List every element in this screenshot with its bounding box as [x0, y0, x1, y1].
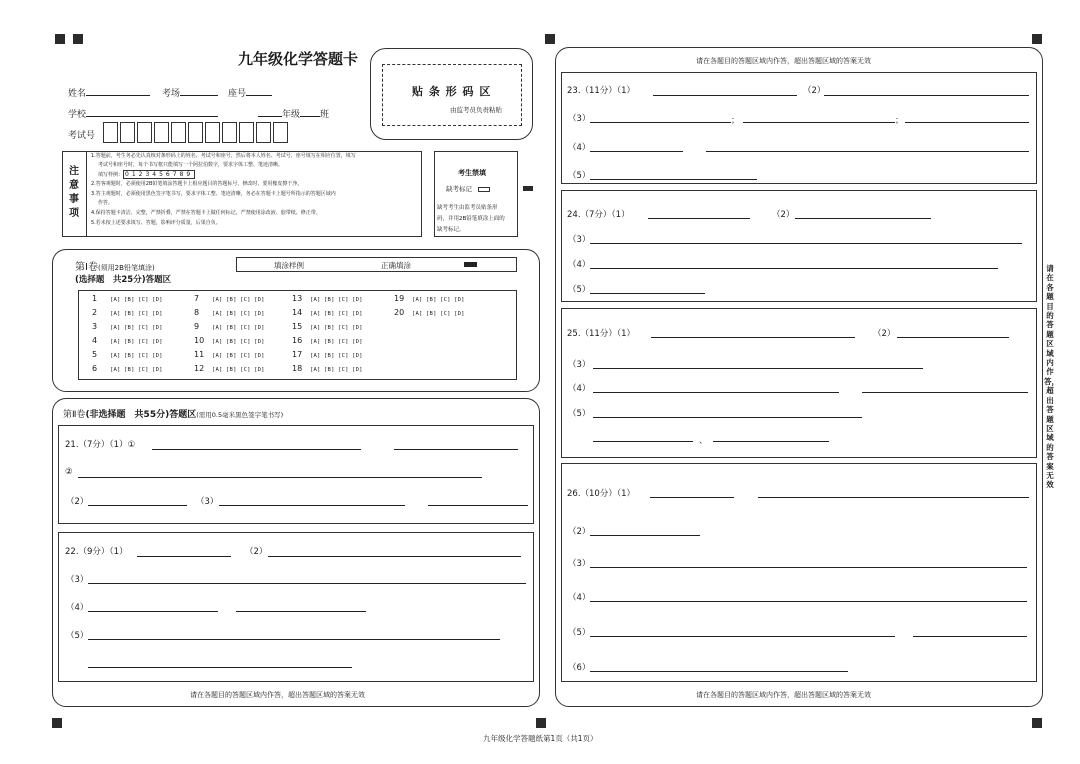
mc-row[interactable]: 8 [A] [B] [C] [D]	[194, 308, 265, 317]
q25-separator: 、	[699, 436, 708, 446]
q26-part-2: （2）	[568, 527, 591, 537]
mc-row[interactable]: 5 [A] [B] [C] [D]	[92, 350, 163, 359]
answer-line[interactable]	[590, 535, 700, 536]
answer-line[interactable]	[590, 151, 683, 152]
q21-head: 21.（7分）（1）①	[65, 440, 136, 450]
sample-digits: 0123456789	[125, 171, 194, 178]
proctor-instruction: 缺考标记。	[437, 227, 465, 233]
q24-part-5: （5）	[568, 285, 591, 295]
fill-example-label: 填涂样例	[274, 261, 304, 270]
mc-row[interactable]: 12 [A] [B] [C] [D]	[194, 364, 265, 373]
answer-line[interactable]	[905, 122, 1029, 123]
notes-line: 作答。	[98, 200, 114, 206]
mc-row[interactable]: 10 [A] [B] [C] [D]	[194, 336, 265, 345]
answer-line[interactable]	[88, 583, 526, 584]
mc-row[interactable]: 20 [A] [B] [C] [D]	[394, 308, 465, 317]
registration-mark	[55, 34, 65, 44]
answer-line[interactable]	[897, 337, 1009, 338]
mc-row[interactable]: 18 [A] [B] [C] [D]	[292, 364, 363, 373]
mc-row[interactable]: 2 [A] [B] [C] [D]	[92, 308, 163, 317]
answer-line[interactable]	[758, 497, 1029, 498]
mc-row[interactable]: 11 [A] [B] [C] [D]	[194, 350, 265, 359]
answer-line[interactable]	[590, 293, 705, 294]
q23-part-2: （2）	[803, 86, 826, 96]
answer-line[interactable]	[394, 449, 518, 450]
grade-field[interactable]	[258, 107, 329, 120]
absent-mark-label: 缺考标记	[446, 185, 472, 193]
answer-line[interactable]	[88, 639, 500, 640]
answer-line[interactable]	[236, 611, 366, 612]
side-warning: 请在各题目的答题区域内作答，超出答题区域的答案无效	[1044, 264, 1059, 490]
absent-mark-checkbox[interactable]	[478, 187, 490, 192]
q24-answer-area	[561, 190, 1037, 302]
absent-mark-field[interactable]	[446, 184, 490, 193]
exam-id-digit-box[interactable]	[154, 122, 169, 143]
q24-part-4: （4）	[568, 260, 591, 270]
answer-line[interactable]	[653, 95, 797, 96]
answer-line[interactable]	[706, 151, 1029, 152]
answer-line[interactable]	[590, 636, 895, 637]
mc-row[interactable]: 14 [A] [B] [C] [D]	[292, 308, 363, 317]
notes-title: 注意事项	[69, 166, 79, 219]
q22-part-3: （3）	[66, 575, 89, 585]
seat-label: 座号	[228, 89, 247, 99]
q22-part-5: （5）	[66, 631, 89, 641]
part1-subtitle: (选择题 共25分)答题区	[75, 275, 172, 285]
registration-mark	[1032, 34, 1042, 44]
answer-line[interactable]	[590, 268, 998, 269]
notes-line: 4.保持答题卡清洁、完整，严禁折叠，严禁在答题卡上做任何标记，严禁使用涂改液、胶带纸、修正带。	[91, 210, 321, 216]
part1-title: 第Ⅰ卷(须用2B铅笔填涂)	[75, 262, 155, 273]
answer-line[interactable]	[824, 95, 1029, 96]
mc-row[interactable]: 13 [A] [B] [C] [D]	[292, 294, 363, 303]
q23-head: 23.（11分）（1）	[567, 86, 635, 96]
exam-id-digit-box[interactable]	[103, 122, 118, 143]
answer-line[interactable]	[137, 556, 231, 557]
name-label: 姓名	[68, 89, 87, 99]
seat-field[interactable]	[228, 86, 272, 99]
part2-title: 第Ⅱ卷(非选择题 共55分)答题区(需用0.5毫米黑色签字笔书写)	[63, 410, 284, 420]
answer-line[interactable]	[862, 392, 1028, 393]
q25-part-4: （4）	[568, 384, 591, 394]
bottom-right-warning: 请在各题目的答题区域内作答，超出答题区域的答案无效	[696, 691, 871, 699]
q24-part-2: （2）	[772, 210, 795, 220]
top-right-warning: 请在各题目的答题区域内作答，超出答题区域的答案无效	[696, 57, 871, 65]
q23-separator: ；	[895, 116, 904, 126]
notes-line: 3.答主观题时，必须使用黑色签字笔书写，要求字体工整、笔迹清晰，务必在答题卡上题号所指示的答题区域内	[91, 191, 336, 197]
mc-row[interactable]: 1 [A] [B] [C] [D]	[92, 294, 163, 303]
registration-mark	[545, 34, 555, 44]
q21-part-2: （2）	[66, 497, 89, 507]
answer-line[interactable]	[78, 477, 482, 478]
exam-id-digit-box[interactable]	[273, 122, 288, 143]
proctor-instruction: 码，并用2B铅笔填涂上面的	[437, 216, 505, 222]
proctor-instruction: 缺考考生由监考员贴条形	[437, 205, 498, 211]
sample-label: 填写样例：	[98, 172, 124, 178]
notes-line	[98, 170, 195, 181]
room-label: 考场	[162, 89, 181, 99]
timing-mark	[523, 186, 533, 191]
answer-line[interactable]	[648, 218, 750, 219]
registration-mark	[1032, 718, 1042, 728]
q26-part-6: （6）	[568, 663, 591, 673]
answer-line[interactable]	[593, 392, 839, 393]
q24-head: 24.（7分）（1）	[567, 210, 630, 220]
q24-part-3: （3）	[568, 235, 591, 245]
q25-head: 25.（11分）（1）	[567, 329, 635, 339]
answer-line[interactable]	[593, 417, 862, 418]
mc-row[interactable]: 19 [A] [B] [C] [D]	[394, 294, 465, 303]
mc-row[interactable]: 17 [A] [B] [C] [D]	[292, 350, 363, 359]
notes-line: 考试号和座号时，每个书写框只能填写一个阿拉伯数字，要求字体工整、笔迹清晰。	[98, 162, 284, 168]
school-label: 学校	[68, 110, 87, 120]
answer-line[interactable]	[88, 611, 218, 612]
exam-id-digit-box[interactable]	[205, 122, 220, 143]
answer-line[interactable]	[268, 556, 521, 557]
exam-id-digit-box[interactable]	[120, 122, 135, 143]
class-label: 班	[320, 110, 330, 120]
exam-id-digit-box[interactable]	[256, 122, 271, 143]
grade-label: 年级	[282, 110, 301, 120]
correct-fill-sample	[464, 262, 477, 267]
exam-id-digit-box[interactable]	[222, 122, 237, 143]
notes-line: 2.答客观题时，必须使用2B铅笔填涂答题卡上相应题目的答题标号，修改时，要用橡皮擦干净。	[91, 181, 303, 187]
mc-row[interactable]: 4 [A] [B] [C] [D]	[92, 336, 163, 345]
mc-row[interactable]: 6 [A] [B] [C] [D]	[92, 364, 163, 373]
answer-line[interactable]	[590, 122, 731, 123]
q23-separator: ；	[731, 116, 740, 126]
barcode-title: 贴 条 形 码 区	[412, 85, 492, 98]
answer-line[interactable]	[593, 368, 923, 369]
q23-part-4: （4）	[568, 143, 591, 153]
mc-row[interactable]: 16 [A] [B] [C] [D]	[292, 336, 363, 345]
answer-line[interactable]	[650, 497, 734, 498]
q25-part-3: （3）	[568, 360, 591, 370]
exam-id-label: 考试号	[68, 131, 96, 141]
q26-part-3: （3）	[568, 559, 591, 569]
exam-id-digit-box[interactable]	[188, 122, 203, 143]
answer-line[interactable]	[219, 505, 405, 506]
answer-line[interactable]	[913, 636, 1027, 637]
q22-head: 22.（9分）（1）	[65, 547, 128, 557]
answer-line[interactable]	[590, 243, 1022, 244]
exam-id-digit-box[interactable]	[239, 122, 254, 143]
q25-part-2: （2）	[873, 329, 896, 339]
mc-row[interactable]: 3 [A] [B] [C] [D]	[92, 322, 163, 331]
exam-id-digit-box[interactable]	[137, 122, 152, 143]
answer-line[interactable]	[713, 441, 829, 442]
room-field[interactable]	[162, 86, 218, 99]
answer-line[interactable]	[590, 601, 1027, 602]
correct-fill-label: 正确填涂	[381, 261, 411, 270]
page-title: 九年级化学答题卡	[238, 50, 359, 68]
answer-line[interactable]	[152, 449, 361, 450]
name-field[interactable]	[68, 86, 150, 99]
answer-line[interactable]	[795, 218, 931, 219]
school-field[interactable]	[68, 107, 218, 120]
registration-mark	[52, 718, 62, 728]
exam-id-digit-box[interactable]	[171, 122, 186, 143]
barcode-note: 由监考员负责粘贴	[450, 106, 502, 114]
q26-part-4: （4）	[568, 593, 591, 603]
answer-line[interactable]	[428, 505, 528, 506]
q26-part-5: （5）	[568, 628, 591, 638]
registration-mark	[536, 718, 546, 728]
answer-line[interactable]	[590, 179, 757, 180]
mc-row[interactable]: 7 [A] [B] [C] [D]	[194, 294, 265, 303]
answer-line[interactable]	[590, 567, 1027, 568]
q23-part-5: （5）	[568, 171, 591, 181]
proctor-title: 考生禁填	[458, 169, 486, 177]
q21-part-3: （3）	[196, 497, 219, 507]
notes-line: 1.答题前，考生务必先认真核对条形码上的姓名、考试号和座号，然后将本人姓名、考试号、座号填写在相应位置，填写	[91, 153, 356, 159]
answer-line[interactable]	[590, 671, 848, 672]
q22-part-2: （2）	[245, 547, 268, 557]
answer-line[interactable]	[593, 441, 693, 442]
q23-part-3: （3）	[568, 114, 591, 124]
q25-part-5: （5）	[568, 409, 591, 419]
answer-line[interactable]	[743, 122, 895, 123]
answer-line[interactable]	[88, 667, 352, 668]
q22-answer-area	[58, 532, 534, 682]
q21-part-2-circle: ②	[65, 467, 73, 477]
mc-row[interactable]: 9 [A] [B] [C] [D]	[194, 322, 265, 331]
left-warning: 请在各题目的答题区域内作答，超出答题区域的答案无效	[190, 691, 365, 699]
exam-id-boxes[interactable]	[103, 122, 293, 144]
registration-mark	[73, 34, 83, 44]
q26-head: 26.（10分）（1）	[567, 489, 635, 499]
mc-row[interactable]: 15 [A] [B] [C] [D]	[292, 322, 363, 331]
q22-part-4: （4）	[66, 603, 89, 613]
page-footer: 九年级化学答题纸第1页（共1页）	[483, 734, 598, 743]
answer-line[interactable]	[88, 505, 187, 506]
notes-line: 5.若未按上述要求填写、答题，影响评分质量，后果自负。	[91, 220, 221, 226]
answer-line[interactable]	[651, 337, 855, 338]
